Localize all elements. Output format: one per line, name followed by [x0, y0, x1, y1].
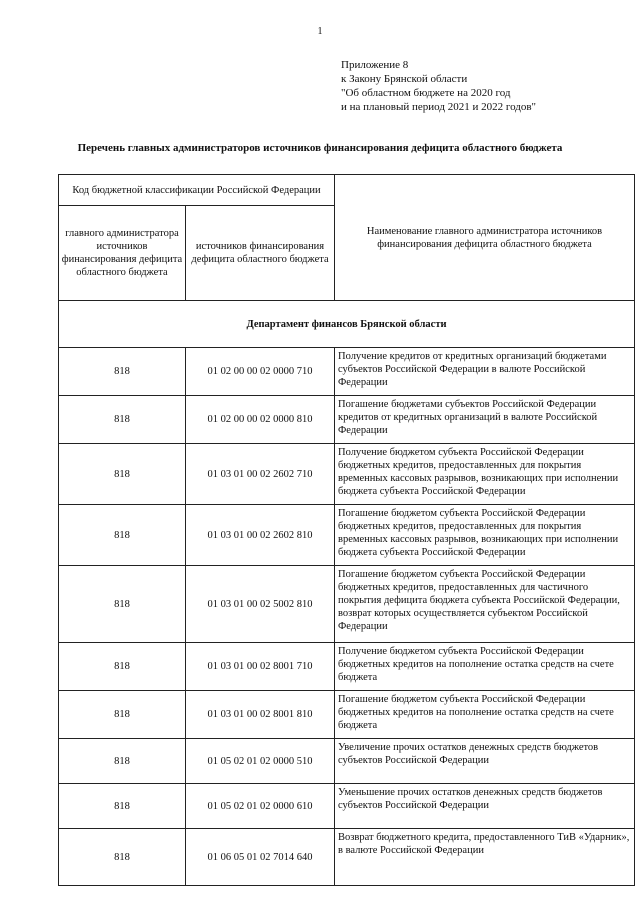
admin-code-cell: 818: [59, 739, 186, 784]
header-classification: Код бюджетной классификации Российской Федерации: [59, 175, 335, 206]
appendix-block: [341, 58, 536, 114]
header-name-column: Наименование главного администратора источников финансирования дефицита областного бюджета: [335, 175, 635, 301]
source-code-cell: 01 02 00 00 02 0000 810: [186, 396, 335, 444]
section-heading: Департамент финансов Брянской области: [59, 301, 635, 348]
admin-code-cell: 818: [59, 505, 186, 566]
admin-code-cell: 818: [59, 691, 186, 739]
table-row: [59, 444, 635, 505]
source-code-cell: 01 05 02 01 02 0000 610: [186, 784, 335, 829]
source-code-cell: 01 06 05 01 02 7014 640: [186, 829, 335, 886]
name-cell: Погашение бюджетом субъекта Российской Федерации бюджетных кредитов, предоставленных для частичного покрытия дефицита бюджета субъекта Российской Федерации, возврат которых осуществляется субъектом Российской Федерации: [335, 566, 635, 643]
name-cell: Получение кредитов от кредитных организаций бюджетами субъектов Российской Федерации в валюте Российской Федерации: [335, 348, 635, 396]
administrators-table: [58, 174, 635, 886]
admin-code-cell: 818: [59, 396, 186, 444]
name-cell: Получение бюджетом субъекта Российской Федерации бюджетных кредитов, предоставленных для покрытия временных кассовых разрывов, возникающих при исполнении бюджета субъекта Российской Федерации: [335, 444, 635, 505]
table-row: [59, 396, 635, 444]
appendix-line: к Закону Брянской области: [341, 73, 468, 85]
table-row: [59, 505, 635, 566]
table-row: [59, 739, 635, 784]
name-cell: Возврат бюджетного кредита, предоставленного ТиВ «Ударник», в валюте Российской Федерации: [335, 829, 635, 886]
name-cell: Погашение бюджетом субъекта Российской Федерации бюджетных кредитов на пополнение остатка средств на счете бюджета: [335, 691, 635, 739]
header-source-column: источников финансирования дефицита областного бюджета: [186, 206, 335, 301]
appendix-line: Приложение 8: [341, 59, 409, 71]
admin-code-cell: 818: [59, 444, 186, 505]
table-row: [59, 566, 635, 643]
source-code-cell: 01 03 01 00 02 2602 810: [186, 505, 335, 566]
admin-code-cell: 818: [59, 566, 186, 643]
appendix-line: "Об областном бюджете на 2020 год: [341, 87, 511, 99]
name-cell: Погашение бюджетами субъектов Российской Федерации кредитов от кредитных организаций в валюте Российской Федерации: [335, 396, 635, 444]
table-row: [59, 829, 635, 886]
admin-code-cell: 818: [59, 643, 186, 691]
table-row: [59, 643, 635, 691]
admin-code-cell: 818: [59, 829, 186, 886]
admin-code-cell: 818: [59, 784, 186, 829]
source-code-cell: 01 02 00 00 02 0000 710: [186, 348, 335, 396]
admin-code-cell: 818: [59, 348, 186, 396]
source-code-cell: 01 03 01 00 02 8001 710: [186, 643, 335, 691]
source-code-cell: 01 03 01 00 02 8001 810: [186, 691, 335, 739]
page-number: 1: [317, 26, 323, 37]
document-title: Перечень главных администраторов источников финансирования дефицита областного бюджета: [77, 142, 563, 154]
source-code-cell: 01 03 01 00 02 5002 810: [186, 566, 335, 643]
name-cell: Получение бюджетом субъекта Российской Федерации бюджетных кредитов на пополнение остатка средств на счете бюджета: [335, 643, 635, 691]
table-row: [59, 784, 635, 829]
appendix-line: и на плановый период 2021 и 2022 годов": [341, 101, 537, 113]
name-cell: Уменьшение прочих остатков денежных средств бюджетов субъектов Российской Федерации: [335, 784, 635, 829]
table-row: [59, 348, 635, 396]
name-cell: Погашение бюджетом субъекта Российской Федерации бюджетных кредитов, предоставленных для покрытия временных кассовых разрывов, возникающих при исполнении бюджета субъекта Российской Федерации: [335, 505, 635, 566]
source-code-cell: 01 05 02 01 02 0000 510: [186, 739, 335, 784]
source-code-cell: 01 03 01 00 02 2602 710: [186, 444, 335, 505]
header-admin-column: главного администратора источников финансирования дефицита областного бюджета: [59, 206, 186, 301]
table-row: [59, 691, 635, 739]
name-cell: Увеличение прочих остатков денежных средств бюджетов субъектов Российской Федерации: [335, 739, 635, 784]
